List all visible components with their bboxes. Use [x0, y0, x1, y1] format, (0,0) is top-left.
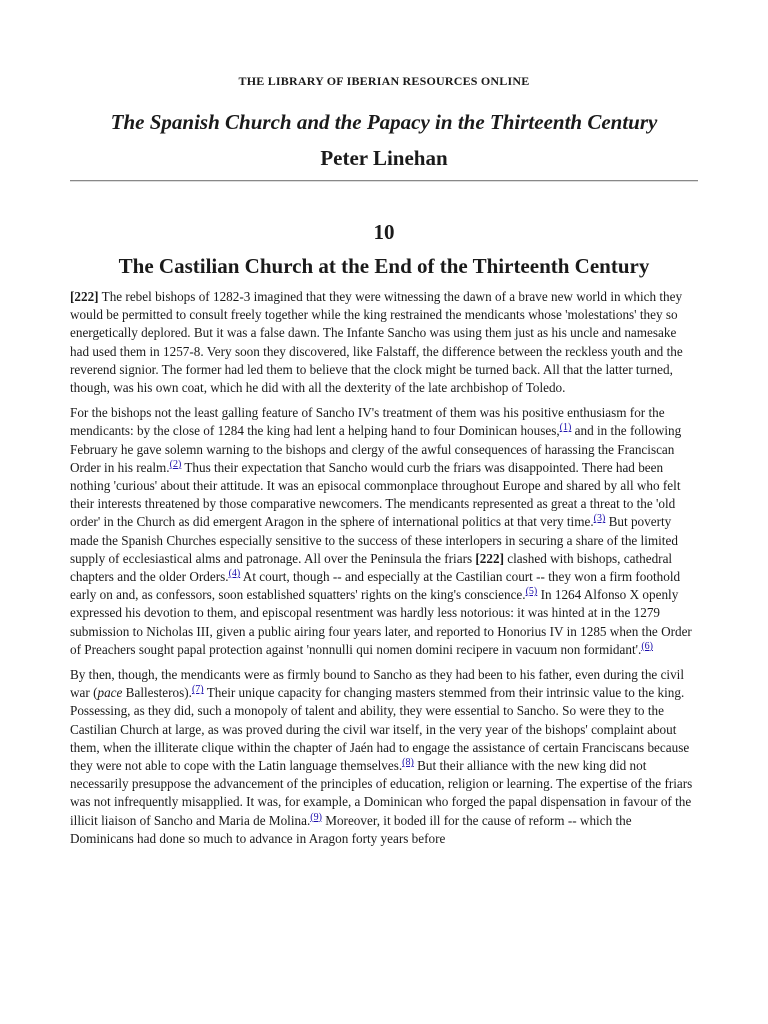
paragraph-text: Moreover, it boded ill for the cause of reform -- which the Dominicans had done so much to advance in Aragon forty years before: [70, 812, 632, 846]
paragraph-text: But poverty made the Spanish Churches especially sensitive to the success of these interlopers in securing a share of the limited supply of ecclesiastical alms and patronage. All over the Peninsula the friars: [70, 514, 678, 566]
footnote-link-7[interactable]: (7): [191, 684, 204, 696]
footnote-link-2[interactable]: (2): [169, 458, 182, 470]
paragraph-text: Their unique capacity for changing masters stemmed from their intrinsic value to the king. Possessing, as they did, such a monopoly of talent and ability, they were essential to Sancho. So were they to the Castilian Church at large, as was proved during the civil war itself, in the very year of the bishops' complaint about them, when the illiterate clique within the chapter of Jaén had to engage the assistance of certain Franciscans because they were not able to cope with the Latin language themselves.: [70, 685, 690, 774]
paragraph-1: [70, 288, 698, 397]
italic-term: pace: [97, 685, 123, 701]
paragraph-text: clashed with bishops, cathedral chapters and the older Orders.: [70, 550, 673, 585]
footnote-link-3[interactable]: (3): [593, 513, 606, 525]
paragraph-text: By then, though, the mendicants were as firmly bound to Sancho as they had been to his father, even during the civil war (: [70, 667, 685, 701]
page-marker: [222]: [475, 550, 504, 566]
header-divider: [70, 180, 698, 182]
paragraph-text: For the bishops not the least galling feature of Sancho IV's treatment of them was his positive enthusiasm for the mendicants: by the close of 1284 the king had lent a helping hand to four Dominican houses,: [70, 405, 665, 439]
paragraph-text: But their alliance with the new king did not necessarily presuppose the advancement of the principles of education, religion or learning. The expertise of the friars was not infrequently misapplied. It was, for example, a Dominican who forged the papal dispensation in favour of the illicit liaison of Sancho and Maria de Molina.: [70, 758, 693, 828]
paragraph-2: [70, 404, 698, 659]
paragraph-text: The rebel bishops of 1282-3 imagined that they were witnessing the dawn of a brave new world in which they would be permitted to consult freely together while the king restrained the mendicants whose 'molestations' they so energetically deplored. But it was a false dawn. The Infante Sancho was using them just as his uncle and namesake had used them in 1257-8. Very soon they discovered, like Falstaff, the difference between the reckless youth and the reverend signior. The former had led them to believe that the clock might be turned back. All that the latter turned, though, was his own coat, which he did with all the dexterity of the late archbishop of Toledo.: [70, 289, 683, 396]
paragraph-text: At court, though -- and especially at the Castilian court -- they won a firm foothold early on and, as confessors, soon established squatters' rights on the king's conscience.: [70, 569, 681, 603]
chapter-title: The Castilian Church at the End of the Thirteenth Century: [118, 254, 650, 278]
footnote-link-9[interactable]: (9): [310, 811, 322, 823]
paragraph-text: In 1264 Alfonso X openly expressed his devotion to them, and episcopal resentment was hardly less notorious: it was hinted at in the 1279 submission to Nicholas III, given a public airing four years later, and reported to Honorius IV in 1285 when the Order of Preachers sought papal protection against 'nonnulli qui nomen domini recipere in vacuum non formidant'.: [70, 587, 692, 657]
book-title: The Spanish Church and the Papacy in the Thirteenth Century: [110, 110, 658, 134]
site-title: THE LIBRARY OF IBERIAN RESOURCES ONLINE: [238, 74, 530, 88]
footnote-link-5[interactable]: (5): [525, 586, 538, 598]
footnote-link-6[interactable]: (6): [641, 640, 653, 652]
author-name: Peter Linehan: [320, 146, 448, 170]
page-marker: [222]: [70, 289, 99, 304]
paragraph-text: and in the following February he gave solemn warning to the bishops and clergy of the awful consequences of harassing the Franciscan Order in his realm.: [70, 423, 682, 475]
paragraph-3: [70, 666, 698, 848]
paragraph-text: Ballesteros).: [122, 685, 192, 701]
chapter-number: 10: [373, 220, 395, 244]
footnote-link-4[interactable]: (4): [228, 568, 241, 580]
footnote-link-1[interactable]: (1): [559, 422, 572, 434]
chapter-body: [70, 288, 698, 855]
footnote-link-8[interactable]: (8): [402, 757, 414, 769]
paragraph-text: Thus their expectation that Sancho would curb the friars was disappointed. There had been nothing 'curious' about their attitude. It was an episocal commonplace throughout Europe and shared by all who felt their interests threatened by those comparative newcomers. The mendicants represented as great a threat to the 'old order' in the Church as did emergent Aragon in the sphere of international politics at that very time.: [70, 459, 681, 530]
